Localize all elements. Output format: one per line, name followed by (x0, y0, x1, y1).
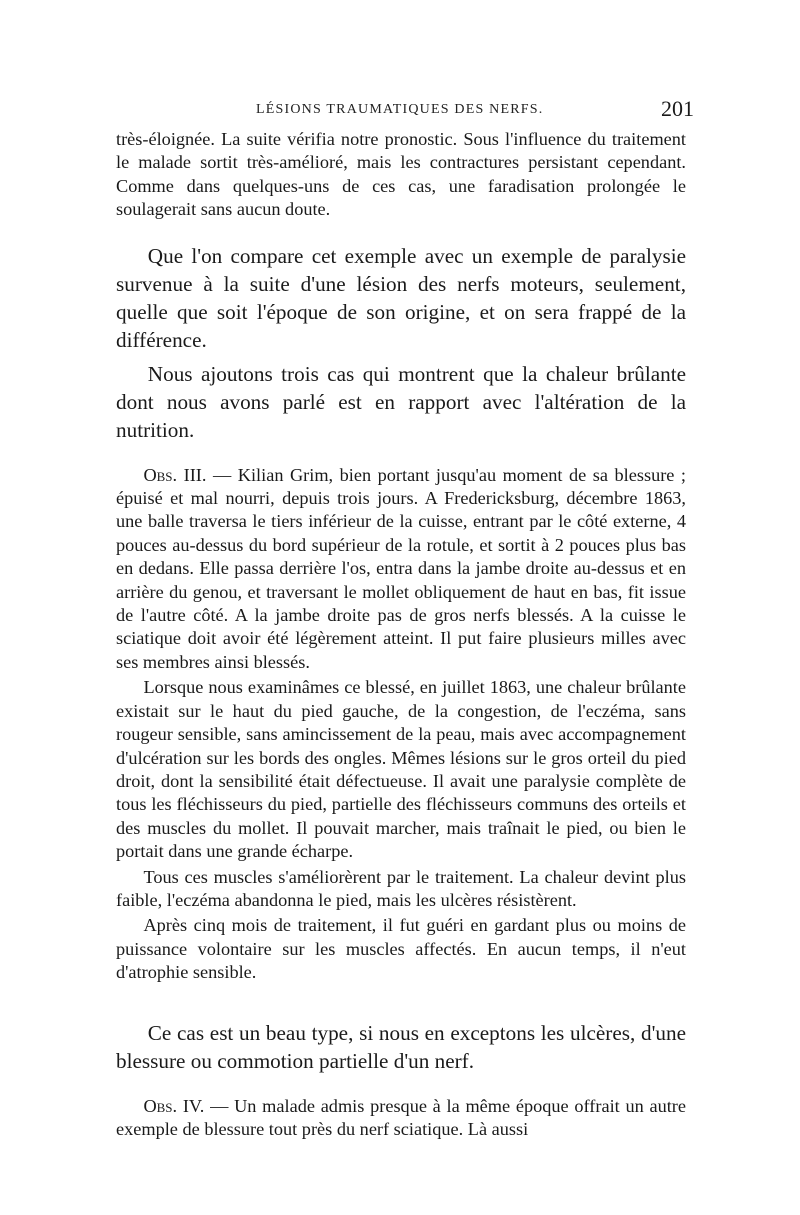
paragraph-examination: Lorsque nous examinâmes ce blessé, en juillet 1863, une chaleur brûlante existait sur le haut du pied gauche, de la congestion, de l'eczéma, sans rougeur sensible, sans amincissement de la peau, mais avec accompagnement d'ulcération sur les bords des ongles. Mêmes lésions sur le gros orteil du pied droit, dont la sensibilité était défectueuse. Il avait une paralysie complète de tous les fléchisseurs du pied, partielle des fléchisseurs communs des orteils et des muscles du mollet. Il pouvait marcher, mais traînait le pied, ou bien le portait dans une grande écharpe. (116, 677, 686, 862)
observation-4-label: Obs. IV. (143, 1095, 205, 1116)
paragraph-three-cases: Nous ajoutons trois cas qui montrent que la chaleur brûlante dont nous avons parlé est en rapport avec l'altération de la nutrition. (116, 361, 686, 442)
observation-3-text: — Kilian Grim, bien portant jusqu'au moment de sa blessure ; épuisé et mal nourri, depuis trois jours. A Fredericksburg, décembre 1863, une balle traversa le tiers inférieur de la cuisse, entrant par le côté externe, 4 pouces au-dessus du bord supérieur de la rotule, et sortit à 2 pouces plus bas en dedans. Elle passa derrière l'os, entra dans la jambe droite au-dessus et en arrière du genou, et traversant le mollet obliquement de haut en bas, fit issue de l'autre côté. A la jambe droite pas de gros nerfs blessés. A la cuisse le sciatique doit avoir été légèrement atteint. Il put faire plusieurs milles avec ses membres ainsi blessés. (116, 464, 687, 672)
observation-4 (116, 1095, 686, 1142)
running-head: LÉSIONS TRAUMATIQUES DES NERFS. (256, 102, 544, 117)
paragraph-type-case: Ce cas est un beau type, si nous en exceptons les ulcères, d'une blessure ou commotion partielle d'un nerf. (116, 1020, 686, 1073)
page-number: 201 (661, 96, 694, 121)
paragraph-continuation: très-éloignée. La suite vérifia notre pronostic. Sous l'influence du traitement le malade sortit très-amélioré, mais les contractures persistant cependant. Comme dans quelques-uns de ces cas, une faradisation prolongée le soulagerait sans aucun doute. (116, 129, 686, 220)
book-page (116, 96, 694, 1141)
paragraph-recovery: Après cinq mois de traitement, il fut guéri en gardant plus ou moins de puissance volontaire sur les muscles affectés. En aucun temps, il n'eut d'atrophie sensible. (116, 915, 686, 983)
observation-3 (116, 464, 686, 675)
paragraph-improvement: Tous ces muscles s'améliorèrent par le traitement. La chaleur devint plus faible, l'eczéma abandonna le pied, mais les ulcères résistèrent. (116, 866, 686, 910)
paragraph-comparison: Que l'on compare cet exemple avec un exemple de paralysie survenue à la suite d'une lésion des nerfs moteurs, seulement, quelle que soit l'époque de son origine, et on sera frappé de la différence. (116, 243, 686, 352)
observation-4-text: — Un malade admis presque à la même époque offrait un autre exemple de blessure tout près du nerf sciatique. Là aussi (116, 1095, 687, 1139)
page-header (116, 96, 694, 128)
observation-3-label: Obs. III. (143, 464, 207, 485)
